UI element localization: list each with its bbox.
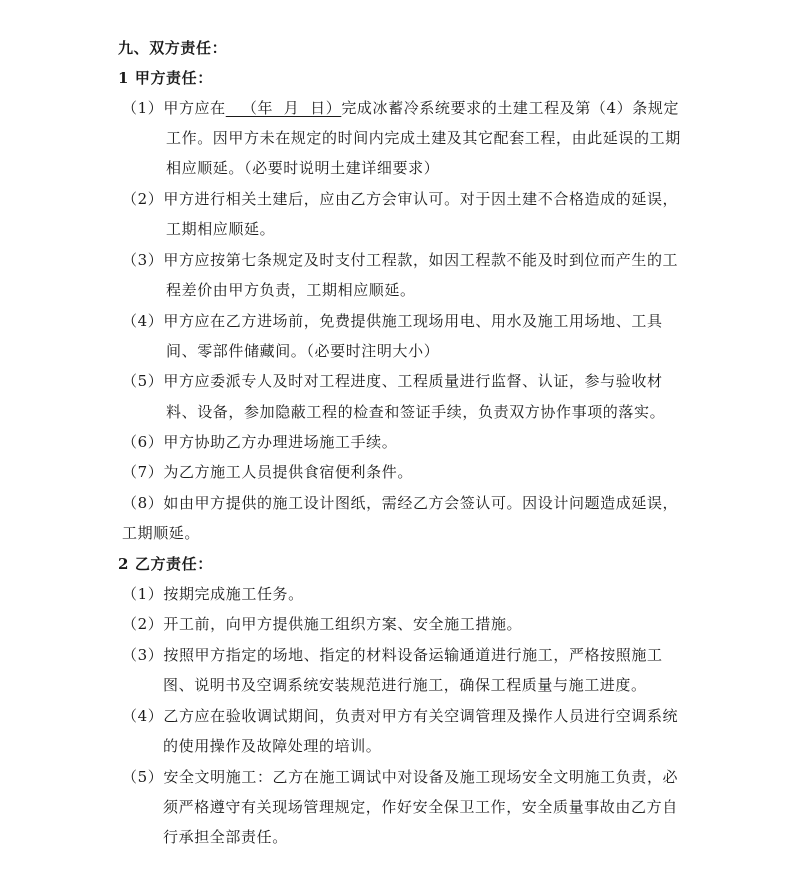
party-a-item-1-line-1 <box>122 98 679 118</box>
section-title: 九、双方责任： <box>118 39 228 57</box>
party-b-item-4-line-1: （4）乙方应在验收调试期间，负责对甲方有关空调管理及操作人员进行空调系统 <box>122 707 679 725</box>
party-a-item-5-line-1: （5）甲方应委派专人及时对工程进度、工程质量进行监督、认证，参与验收材 <box>122 372 663 390</box>
party-a-item-1-line-2: 工作。因甲方未在规定的时间内完成土建及其它配套工程，由此延误的工期 <box>166 129 681 147</box>
party-a-item-3-line-2: 程差价由甲方负责，工期相应顺延。 <box>166 281 416 299</box>
party-b-item-4-line-2: 的使用操作及故障处理的培训。 <box>163 737 382 755</box>
party-b-item-5-line-3: 行承担全部责任。 <box>163 828 288 846</box>
party-b-item-3-line-1: （3）按照甲方指定的场地、指定的材料设备运输通道进行施工，严格按照施工 <box>122 646 663 664</box>
party-a-item-2-line-2: 工期相应顺延。 <box>166 220 276 238</box>
party-a-item-8-line-1: （8）如由甲方提供的施工设计图纸，需经乙方会签认可。因设计问题造成延误， <box>122 494 679 512</box>
party-b-item-2: （2）开工前，向甲方提供施工组织方案、安全施工措施。 <box>122 615 523 633</box>
party-b-item-5-line-2: 须严格遵守有关现场管理规定，作好安全保卫工作，安全质量事故由乙方自 <box>163 798 678 816</box>
party-b-item-3-line-2: 图、说明书及空调系统安装规范进行施工，确保工程质量与施工进度。 <box>163 676 647 694</box>
item-1-prefix: （1）甲方应在 <box>122 99 226 117</box>
party-a-item-7: （7）为乙方施工人员提供食宿便利条件。 <box>122 463 413 481</box>
party-b-heading: 2 乙方责任： <box>118 555 213 573</box>
party-a-item-3-line-1: （3）甲方应按第七条规定及时支付工程款，如因工程款不能及时到位而产生的工 <box>122 251 679 269</box>
party-a-item-5-line-2: 料、设备，参加隐蔽工程的检查和签证手续，负责双方协作事项的落实。 <box>166 403 666 421</box>
party-a-item-4-line-2: 间、零部件储藏间。（必要时注明大小） <box>166 342 440 360</box>
party-a-heading: 1 甲方责任： <box>118 69 213 87</box>
party-a-item-4-line-1: （4）甲方应在乙方进场前，免费提供施工现场用电、用水及施工用场地、工具 <box>122 312 663 330</box>
party-a-item-8-line-2: 工期顺延。 <box>122 524 201 542</box>
item-1-rest: 完成冰蓄冷系统要求的土建工程及第（4）条规定 <box>341 99 680 117</box>
party-b-item-5-line-1: （5）安全文明施工：乙方在施工调试中对设备及施工现场安全文明施工负责，必 <box>122 768 679 786</box>
party-a-item-2-line-1: （2）甲方进行相关土建后，应由乙方会审认可。对于因土建不合格造成的延误， <box>122 190 679 208</box>
party-a-item-1-line-3: 相应顺延。（必要时说明土建详细要求） <box>166 159 440 177</box>
party-a-item-6: （6）甲方协助乙方办理进场施工手续。 <box>122 433 398 451</box>
date-blank: （年 月 日） <box>225 99 342 117</box>
party-b-item-1: （1）按期完成施工任务。 <box>122 585 304 603</box>
